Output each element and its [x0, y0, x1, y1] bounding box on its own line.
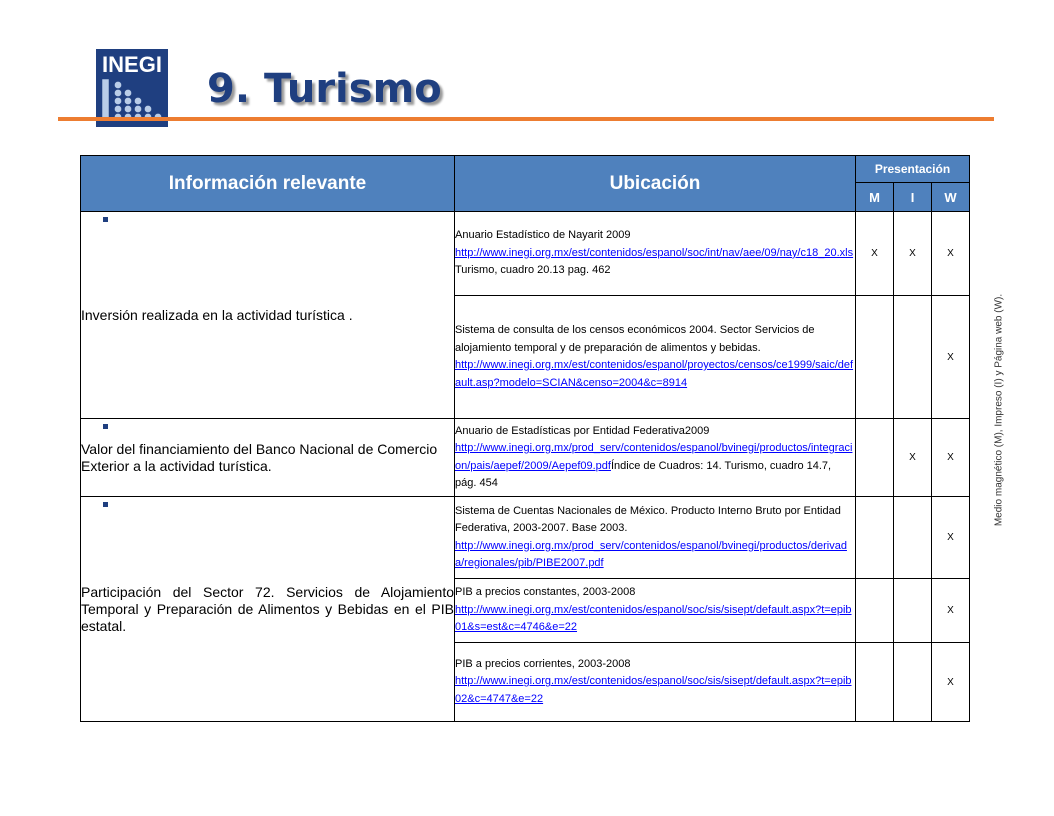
location-source: Anuario Estadístico de Nayarit 2009: [455, 229, 631, 242]
header-location: Ubicación: [455, 156, 856, 212]
mark-w: X: [932, 212, 970, 296]
mark-i: X: [894, 419, 932, 497]
mark-m: [856, 643, 894, 722]
side-note-text: Medio magnético (M), Impreso (I) y Página web (W).: [993, 293, 1005, 527]
header-m: M: [856, 183, 894, 212]
header-w: W: [932, 183, 970, 212]
page-title: 9. Turismo: [207, 66, 442, 112]
mark-m: [856, 579, 894, 643]
location-cell: [455, 643, 856, 722]
location-cell: [455, 419, 856, 497]
mark-m: [856, 296, 894, 419]
location-source: Sistema de Cuentas Nacionales de México. Producto Interno Bruto por Entidad Federativa, 2003-2007. Base 2003.: [455, 504, 841, 534]
mark-m: X: [856, 212, 894, 296]
location-source: PIB a precios constantes, 2003-2008: [455, 586, 636, 599]
header-info: Información relevante: [81, 156, 455, 212]
bullet-icon: [103, 424, 108, 429]
bullet-icon: [103, 502, 108, 507]
title-rule: [58, 117, 994, 121]
info-cell: [81, 419, 455, 497]
location-link[interactable]: http://www.inegi.org.mx/prod_serv/contenidos/espanol/bvinegi/productos/derivada/regionales/pib/PIBE2007.pdf: [455, 539, 847, 569]
info-text: Inversión realizada en la actividad turística .: [81, 306, 353, 323]
location-source: Sistema de consulta de los censos económicos 2004. Sector Servicios de alojamiento temporal y de preparación de alimentos y bebidas.: [455, 324, 815, 354]
location-link[interactable]: http://www.inegi.org.mx/prod_serv/contenidos/espanol/bvinegi/productos/integracion/pais/aepef/2009/Aepef09.pdf: [455, 442, 853, 472]
info-text: Valor del financiamiento del Banco Nacional de Comercio Exterior a la actividad turística.: [81, 440, 438, 474]
location-link[interactable]: http://www.inegi.org.mx/est/contenidos/espanol/soc/sis/sisept/default.aspx?t=epib02&c=4747&e=22: [455, 675, 852, 705]
table-row: [81, 497, 970, 579]
location-link[interactable]: http://www.inegi.org.mx/est/contenidos/espanol/soc/sis/sisept/default.aspx?t=epib01&s=est&c=4746&e=22: [455, 603, 852, 634]
mark-m: [856, 419, 894, 497]
mark-i: [894, 643, 932, 722]
info-text: Participación del Sector 72. Servicios de Alojamiento Temporal y Preparación de Alimentos y Bebidas en el PIB estatal.: [81, 583, 454, 634]
mark-w: X: [932, 643, 970, 722]
location-link[interactable]: http://www.inegi.org.mx/est/contenidos/espanol/soc/int/nav/aee/09/nay/c18_20.xls: [455, 246, 854, 259]
location-source: Anuario de Estadísticas por Entidad Federativa2009: [455, 424, 710, 437]
location-link[interactable]: http://www.inegi.org.mx/est/contenidos/espanol/proyectos/censos/ce1999/saic/default.asp?modelo=SCIAN&censo=2004&c=8914: [455, 359, 854, 389]
location-cell: [455, 212, 856, 296]
header-i: I: [894, 183, 932, 212]
info-cell: [81, 212, 455, 419]
location-note: Turismo, cuadro 20.13 pag. 462: [455, 264, 611, 277]
location-source: PIB a precios corrientes, 2003-2008: [455, 657, 631, 670]
mark-i: [894, 296, 932, 419]
side-note: [990, 250, 1008, 570]
table-row: [81, 212, 970, 296]
location-cell: [455, 497, 856, 579]
bullet-icon: [103, 217, 108, 222]
mark-i: X: [894, 212, 932, 296]
info-table: [80, 155, 970, 722]
mark-w: X: [932, 296, 970, 419]
header-presentation: Presentación: [856, 156, 970, 183]
mark-w: X: [932, 419, 970, 497]
location-cell: [455, 579, 856, 643]
table-row: [81, 419, 970, 497]
mark-i: [894, 579, 932, 643]
location-note: Índice de Cuadros: 14. Turismo, cuadro 14.7, pág. 454: [455, 459, 832, 489]
inegi-logo: [96, 49, 168, 127]
mark-w: X: [932, 579, 970, 643]
info-cell: [81, 497, 455, 722]
logo-text: INEGI: [102, 52, 162, 77]
location-cell: [455, 296, 856, 419]
mark-i: [894, 497, 932, 579]
mark-m: [856, 497, 894, 579]
mark-w: X: [932, 497, 970, 579]
